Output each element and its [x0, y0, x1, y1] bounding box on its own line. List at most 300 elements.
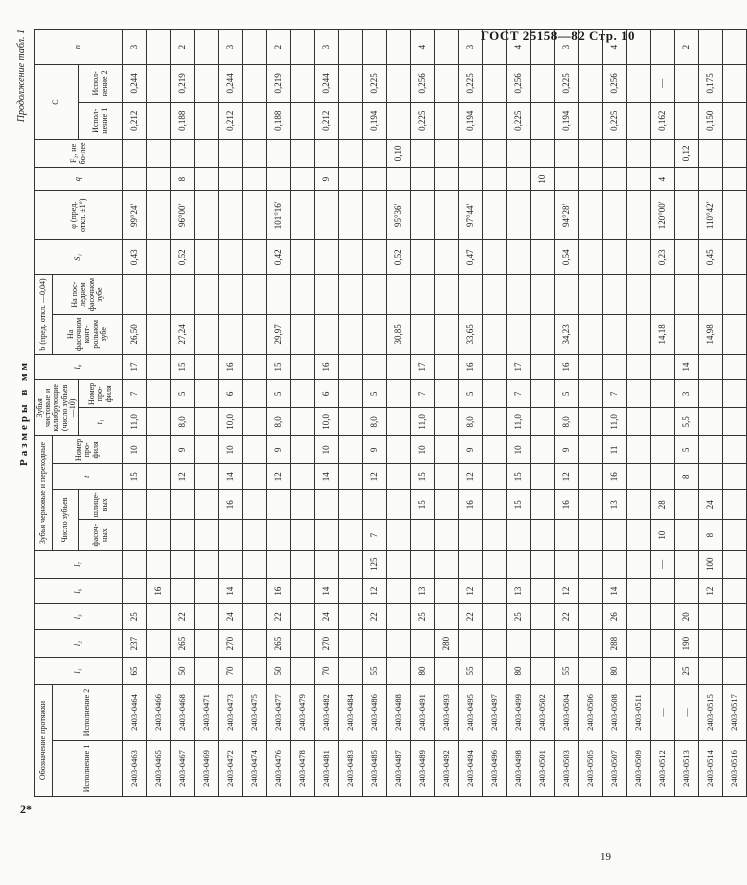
cell-phi: 96°00′ [171, 191, 195, 240]
cell-b-last [483, 275, 507, 315]
cell-b-last [603, 275, 627, 315]
hdr-l3: l₃ [35, 604, 123, 630]
cell-l3 [699, 604, 723, 630]
cell-t1: 8,0 [363, 408, 387, 436]
cell-t: 12 [171, 464, 195, 490]
hdr-t: t [53, 464, 123, 490]
cell-nf [723, 520, 747, 550]
cell-nf [531, 520, 555, 550]
table-row [195, 30, 219, 797]
cell-l7: 100 [699, 550, 723, 578]
cell-b-last [699, 275, 723, 315]
table-row [291, 30, 315, 797]
cell-l7 [147, 550, 171, 578]
cell-n [651, 30, 675, 65]
cell-b-fas: 14,18 [651, 314, 675, 354]
cell-t [699, 464, 723, 490]
cell-l2: 270 [219, 630, 243, 658]
cell-phi [483, 191, 507, 240]
cell-l7 [219, 550, 243, 578]
cell-t1 [651, 408, 675, 436]
cell-b-fas [435, 314, 459, 354]
cell-b-fas [723, 314, 747, 354]
cell-phi [339, 191, 363, 240]
cell-b-last [291, 275, 315, 315]
cell-b-fas: 26,50 [123, 314, 147, 354]
hdr-l1: l₁ [35, 658, 123, 685]
hdr-l8: l₈ [35, 354, 123, 380]
cell-b-last [387, 275, 411, 315]
cell-c1: 0,225 [507, 102, 531, 139]
table-row [267, 30, 291, 797]
cell-pn [387, 436, 411, 464]
cell-s1: 0,54 [555, 240, 579, 275]
cell-c2 [339, 65, 363, 102]
cell-ex1: 2403-0487 [387, 740, 411, 796]
cell-l8 [243, 354, 267, 380]
cell-c1: 0,194 [363, 102, 387, 139]
cell-t1: 8,0 [459, 408, 483, 436]
cell-l6 [675, 578, 699, 604]
cell-pn2: 6 [219, 380, 243, 408]
cell-c1 [291, 102, 315, 139]
cell-pn [483, 436, 507, 464]
cell-ns [123, 490, 147, 520]
cell-l7 [171, 550, 195, 578]
cell-n [699, 30, 723, 65]
cell-s1 [411, 240, 435, 275]
cell-l1 [699, 658, 723, 685]
cell-pn2: 5 [171, 380, 195, 408]
cell-ex1: 2403-0478 [291, 740, 315, 796]
cell-l7 [387, 550, 411, 578]
cell-ex2: 2403-0515 [699, 684, 723, 740]
hdr-profile-no2: Номер про-филя [79, 380, 123, 408]
cell-l7: — [651, 550, 675, 578]
cell-t [627, 464, 651, 490]
cell-f2 [171, 139, 195, 167]
cell-n [723, 30, 747, 65]
cell-t: 15 [411, 464, 435, 490]
cell-c1 [147, 102, 171, 139]
cell-ex2: 2403-0511 [627, 684, 651, 740]
cell-b-last [243, 275, 267, 315]
cell-nf [675, 520, 699, 550]
cell-pn: 10 [123, 436, 147, 464]
cell-pn2 [579, 380, 603, 408]
cell-c2: — [651, 65, 675, 102]
cell-l2 [507, 630, 531, 658]
cell-f2 [603, 139, 627, 167]
cell-l8 [291, 354, 315, 380]
table-row [387, 30, 411, 797]
cell-phi [315, 191, 339, 240]
cell-t: 12 [555, 464, 579, 490]
cell-c2 [387, 65, 411, 102]
cell-l2: 288 [603, 630, 627, 658]
cell-l2: 237 [123, 630, 147, 658]
hdr-c-ex1: Испол-нение 1 [79, 102, 123, 139]
cell-l2 [243, 630, 267, 658]
cell-t [387, 464, 411, 490]
cell-f2 [411, 139, 435, 167]
cell-l1: 70 [315, 658, 339, 685]
cell-n: 3 [555, 30, 579, 65]
cell-n: 2 [675, 30, 699, 65]
cell-t1: 11,0 [603, 408, 627, 436]
cell-n [243, 30, 267, 65]
cell-f2 [291, 139, 315, 167]
cell-l6 [435, 578, 459, 604]
cell-b-last [627, 275, 651, 315]
cell-pn2: 7 [123, 380, 147, 408]
cell-l8 [363, 354, 387, 380]
cell-l3: 24 [315, 604, 339, 630]
cell-b-last [267, 275, 291, 315]
cell-l2 [147, 630, 171, 658]
cell-l3: 20 [675, 604, 699, 630]
cell-l7 [339, 550, 363, 578]
cell-b-fas: 34,23 [555, 314, 579, 354]
cell-s1: 0,23 [651, 240, 675, 275]
cell-t1 [723, 408, 747, 436]
cell-c2: 0,256 [507, 65, 531, 102]
cell-n [195, 30, 219, 65]
cell-q [195, 167, 219, 190]
hdr-ex2: Исполнение 2 [53, 684, 123, 740]
cell-q [579, 167, 603, 190]
cell-nf [411, 520, 435, 550]
cell-phi [243, 191, 267, 240]
cell-l7 [627, 550, 651, 578]
cell-n [147, 30, 171, 65]
cell-l2 [699, 630, 723, 658]
cell-pn2 [243, 380, 267, 408]
cell-l1 [339, 658, 363, 685]
cell-c2 [243, 65, 267, 102]
cell-ex1: 2403-0476 [267, 740, 291, 796]
cell-pn: 9 [267, 436, 291, 464]
cell-n: 4 [603, 30, 627, 65]
cell-b-fas: 14,98 [699, 314, 723, 354]
cell-nf [579, 520, 603, 550]
cell-c2 [675, 65, 699, 102]
table-row [483, 30, 507, 797]
table-row [651, 30, 675, 797]
cell-l6: 12 [699, 578, 723, 604]
cell-l2 [531, 630, 555, 658]
cell-pn2 [147, 380, 171, 408]
cell-ns: 13 [603, 490, 627, 520]
table-row [675, 30, 699, 797]
cell-c1: 0,225 [603, 102, 627, 139]
cell-l3 [147, 604, 171, 630]
cell-t1 [147, 408, 171, 436]
cell-l2 [339, 630, 363, 658]
cell-f2 [267, 139, 291, 167]
cell-t1 [435, 408, 459, 436]
cell-b-last [171, 275, 195, 315]
cell-l6 [483, 578, 507, 604]
cell-t [243, 464, 267, 490]
cell-t: 15 [123, 464, 147, 490]
table-row [459, 30, 483, 797]
table-row [531, 30, 555, 797]
cell-ex2: 2403-0508 [603, 684, 627, 740]
cell-f2: 0,12 [675, 139, 699, 167]
cell-pn: 10 [507, 436, 531, 464]
cell-b-fas [675, 314, 699, 354]
cell-f2 [243, 139, 267, 167]
cell-n [627, 30, 651, 65]
cell-n [483, 30, 507, 65]
cell-t1: 10,0 [315, 408, 339, 436]
cell-ns [627, 490, 651, 520]
cell-ex2: 2403-0471 [195, 684, 219, 740]
cell-t: 14 [219, 464, 243, 490]
cell-t [483, 464, 507, 490]
cell-s1 [195, 240, 219, 275]
cell-c1 [483, 102, 507, 139]
cell-l6 [243, 578, 267, 604]
cell-ex1: 2403-0463 [123, 740, 147, 796]
cell-t1 [531, 408, 555, 436]
cell-ex2: 2403-0473 [219, 684, 243, 740]
cell-t [579, 464, 603, 490]
cell-c1: 0,188 [171, 102, 195, 139]
cell-phi [579, 191, 603, 240]
hdr-designation: Обозначение протяжки [35, 684, 53, 796]
cell-c2: 0,219 [267, 65, 291, 102]
cell-q [555, 167, 579, 190]
cell-l1 [483, 658, 507, 685]
cell-l7 [459, 550, 483, 578]
cell-ns [267, 490, 291, 520]
cell-l7 [579, 550, 603, 578]
cell-s1 [579, 240, 603, 275]
cell-l7 [723, 550, 747, 578]
cell-pn: 9 [363, 436, 387, 464]
cell-l2: 280 [435, 630, 459, 658]
cell-n: 4 [411, 30, 435, 65]
cell-b-fas [243, 314, 267, 354]
cell-l6: 16 [267, 578, 291, 604]
cell-b-fas: 30,85 [387, 314, 411, 354]
cell-ns [387, 490, 411, 520]
cell-ns: 28 [651, 490, 675, 520]
cell-ex1: 2403-0467 [171, 740, 195, 796]
cell-pn [651, 436, 675, 464]
cell-l6 [123, 578, 147, 604]
cell-ns [147, 490, 171, 520]
cell-q [507, 167, 531, 190]
cell-l6: 14 [219, 578, 243, 604]
cell-l7 [483, 550, 507, 578]
cell-c2: 0,244 [315, 65, 339, 102]
cell-q [435, 167, 459, 190]
cell-l2 [627, 630, 651, 658]
cell-pn [531, 436, 555, 464]
cell-c1 [435, 102, 459, 139]
cell-l8 [339, 354, 363, 380]
cell-b-fas [603, 314, 627, 354]
cell-c2 [531, 65, 555, 102]
table-row [147, 30, 171, 797]
cell-f2 [339, 139, 363, 167]
cell-s1 [219, 240, 243, 275]
cell-t1 [243, 408, 267, 436]
cell-b-fas [195, 314, 219, 354]
cell-l1: 55 [459, 658, 483, 685]
cell-pn2: 5 [555, 380, 579, 408]
cell-ns: 16 [459, 490, 483, 520]
cell-f2 [579, 139, 603, 167]
cell-l8 [483, 354, 507, 380]
cell-nf [507, 520, 531, 550]
cell-t1: 8,0 [267, 408, 291, 436]
hdr-teeth-finish: Зубья чистовые и калибрующие (число зубьев—10) [35, 380, 79, 436]
cell-l2 [651, 630, 675, 658]
cell-c1: 0,188 [267, 102, 291, 139]
hdr-n: n [35, 30, 123, 65]
cell-b-last [147, 275, 171, 315]
cell-pn [195, 436, 219, 464]
cell-b-fas [339, 314, 363, 354]
cell-nf [171, 520, 195, 550]
table-row [507, 30, 531, 797]
cell-t1: 5,5 [675, 408, 699, 436]
cell-pn2 [699, 380, 723, 408]
cell-l6 [651, 578, 675, 604]
cell-ex1: 2403-0498 [507, 740, 531, 796]
cell-q [459, 167, 483, 190]
table-body [123, 30, 747, 797]
cell-l3: 22 [459, 604, 483, 630]
cell-ex2: 2403-0499 [507, 684, 531, 740]
cell-pn2 [435, 380, 459, 408]
cell-phi [627, 191, 651, 240]
cell-l7 [435, 550, 459, 578]
cell-ns [675, 490, 699, 520]
hdr-l2: l₂ [35, 630, 123, 658]
cell-ex2: 2403-0488 [387, 684, 411, 740]
cell-ns [435, 490, 459, 520]
cell-f2 [459, 139, 483, 167]
cell-l8 [603, 354, 627, 380]
cell-b-last [435, 275, 459, 315]
cell-c1: 0,194 [555, 102, 579, 139]
cell-q [627, 167, 651, 190]
cell-l1: 50 [267, 658, 291, 685]
cell-ex2: 2403-0517 [723, 684, 747, 740]
cell-t: 12 [267, 464, 291, 490]
page-header: ГОСТ 25158—82 Стр. 10 [480, 28, 635, 43]
cell-c2: 0,256 [411, 65, 435, 102]
cell-b-last [123, 275, 147, 315]
cell-phi [531, 191, 555, 240]
cell-pn: 9 [555, 436, 579, 464]
cell-s1: 0,42 [267, 240, 291, 275]
table-row [579, 30, 603, 797]
cell-l8: 17 [507, 354, 531, 380]
cell-pn2: 5 [267, 380, 291, 408]
cell-nf [195, 520, 219, 550]
cell-s1 [147, 240, 171, 275]
cell-b-fas [483, 314, 507, 354]
cell-b-fas [507, 314, 531, 354]
cell-pn2 [627, 380, 651, 408]
cell-pn [339, 436, 363, 464]
cell-b-last [411, 275, 435, 315]
cell-ex2: 2403-0466 [147, 684, 171, 740]
cell-q [483, 167, 507, 190]
cell-ex1: 2403-0496 [483, 740, 507, 796]
cell-pn: 5 [675, 436, 699, 464]
cell-ex2: 2403-0497 [483, 684, 507, 740]
cell-n: 3 [123, 30, 147, 65]
cell-n [531, 30, 555, 65]
cell-phi: 95°36′ [387, 191, 411, 240]
hdr-c-ex2: Испол-нение 2 [79, 65, 123, 102]
cell-b-fas [531, 314, 555, 354]
cell-l3 [291, 604, 315, 630]
cell-l6: 14 [603, 578, 627, 604]
cell-l8 [627, 354, 651, 380]
cell-l8 [195, 354, 219, 380]
cell-c1 [195, 102, 219, 139]
cell-l2 [483, 630, 507, 658]
cell-n [339, 30, 363, 65]
cell-phi [363, 191, 387, 240]
cell-ex1: 2403-0505 [579, 740, 603, 796]
cell-l2: 265 [267, 630, 291, 658]
cell-b-fas [627, 314, 651, 354]
cell-l3 [483, 604, 507, 630]
cell-f2 [435, 139, 459, 167]
cell-b-fas [147, 314, 171, 354]
cell-pn2: 5 [459, 380, 483, 408]
cell-pn: 10 [315, 436, 339, 464]
cell-n: 2 [267, 30, 291, 65]
cell-nf [459, 520, 483, 550]
cell-l6: 16 [147, 578, 171, 604]
cell-l1 [723, 658, 747, 685]
hdr-profile-no: Номер про-филя [53, 436, 123, 464]
cell-l8 [147, 354, 171, 380]
cell-t: 12 [459, 464, 483, 490]
cell-s1 [507, 240, 531, 275]
hdr-b-last: На пос-леднем фасочном зубе [53, 275, 123, 315]
cell-t: 15 [507, 464, 531, 490]
table-row [555, 30, 579, 797]
cell-t [339, 464, 363, 490]
cell-ns [315, 490, 339, 520]
cell-t1 [483, 408, 507, 436]
cell-nf: 7 [363, 520, 387, 550]
cell-b-last [459, 275, 483, 315]
cell-phi: 101°16′ [267, 191, 291, 240]
cell-ex2: 2403-0504 [555, 684, 579, 740]
cell-t [651, 464, 675, 490]
cell-l7 [243, 550, 267, 578]
cell-pn2 [723, 380, 747, 408]
cell-t: 16 [603, 464, 627, 490]
cell-pn2: 7 [603, 380, 627, 408]
cell-f2: 0,10 [387, 139, 411, 167]
cell-f2 [363, 139, 387, 167]
cell-ex2: 2403-0491 [411, 684, 435, 740]
hdr-q: q [35, 167, 123, 190]
